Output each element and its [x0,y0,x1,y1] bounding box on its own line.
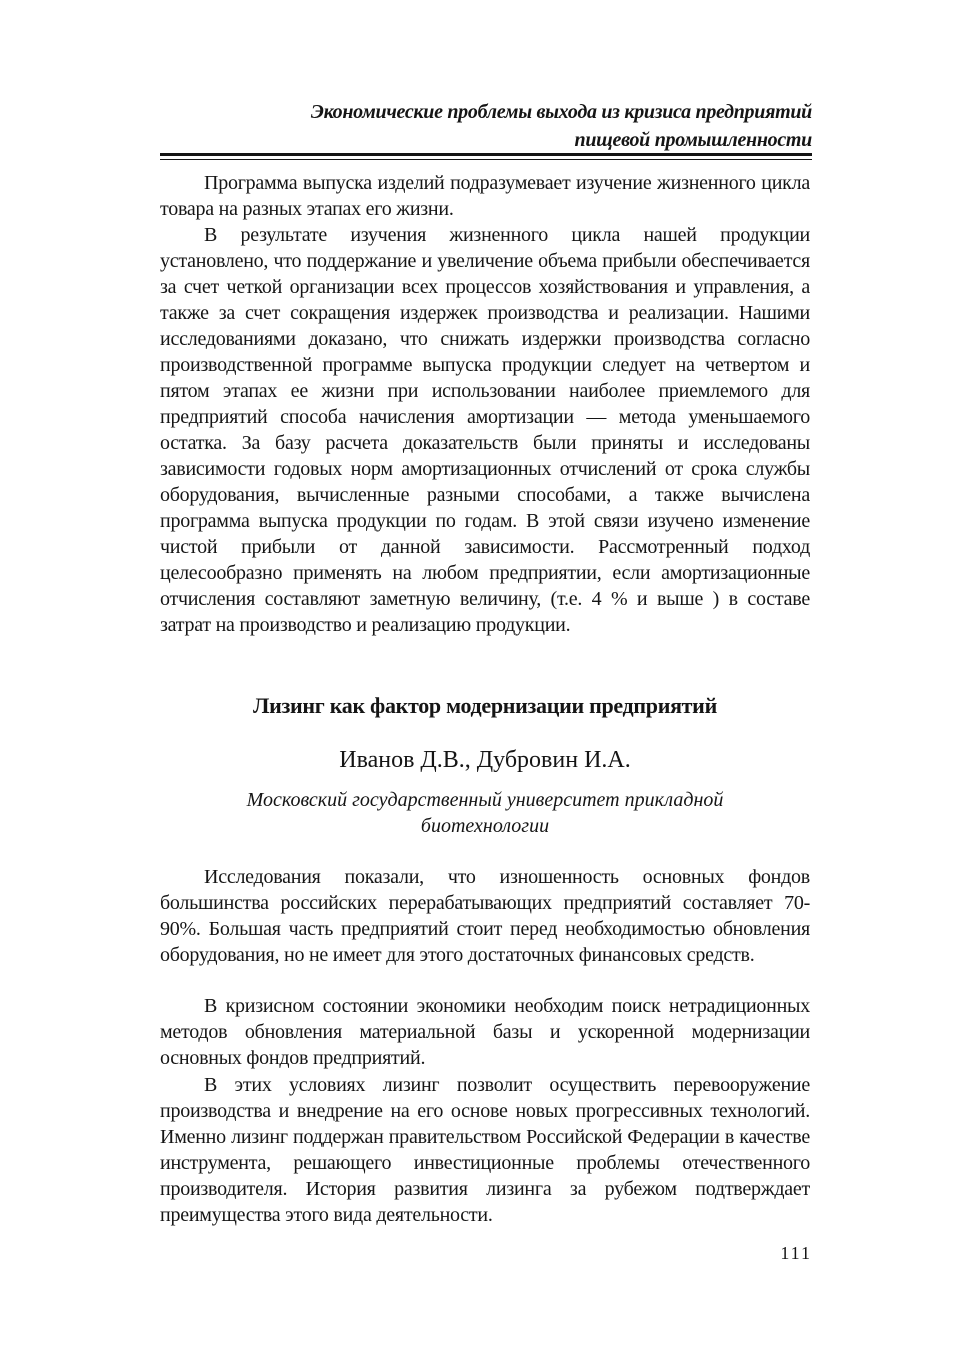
intro-paragraph-1: Программа выпуска изделий подразумевает изучение жизненного цикла товара на разных этапах его жизни. [160,172,810,220]
article-authors: Иванов Д.В., Дубровин И.А. [339,747,631,773]
running-header [150,98,812,154]
article-paragraph-2: В кризисном состоянии экономики необходим поиск нетрадиционных методов обновления материальной базы и ускоренной модернизации основных фондов предприятий. [160,995,810,1069]
page-number: 111 [780,1243,812,1263]
running-header-line-1: Экономические проблемы выхода из кризиса предприятий [310,101,812,123]
affiliation-line-1: Московский государственный университет прикладной [246,789,724,811]
header-rule-thin [160,159,812,160]
affiliation-line-2: биотехнологии [420,815,550,837]
running-header-line-2: пищевой промышленности [574,129,812,151]
intro-paragraph-2: В результате изучения жизненного цикла нашей продукции установлено, что поддержание и увеличение объема прибыли обеспечивается за счет четкой организации всех процессов хозяйствования и управления, а также за счет сокращения издержек производства и реализации. Нашими исследованиями доказано, что снижать издержки производства согласно производственной программе выпуска продукции следует на четвертом и пятом этапах ее жизни при использовании наиболее приемлемого для предприятий способа начисления амортизации — метода уменьшаемого остатка. За базу расчета доказательств были приняты и исследованы зависимости годовых норм амортизационных отчислений от срока службы оборудования, вычисленные разными способами, а также вычислена программа выпуска продукции по годам. В этой связи изучено изменение чистой прибыли от данной зависимости. Рассмотренный подход целесообразно применять на любом предприятии, если амортизационные отчисления составляют заметную величину, (т.е. 4 % и выше ) в составе затрат на производство и реализацию продукции. [160,224,810,636]
article-title: Лизинг как фактор модернизации предприятий [253,693,717,718]
article-affiliation [200,787,770,839]
header-rule-thick [160,153,812,156]
article-paragraph-1: Исследования показали, что изношенность основных фондов большинства российских перерабатывающих предприятий составляет 70-90%. Большая часть предприятий стоит перед необходимостью обновления оборудования, но не имеет для этого достаточных финансовых средств. [160,866,810,966]
article-paragraph-3: В этих условиях лизинг позволит осуществить перевооружение производства и внедрение на его основе новых прогрессивных технологий. Именно лизинг поддержан правительством Российской Федерации в качестве инструмента, решающего инвестиционные проблемы отечественного производителя. История развития лизинга за рубежом подтверждает преимущества этого вида деятельности. [160,1074,810,1226]
